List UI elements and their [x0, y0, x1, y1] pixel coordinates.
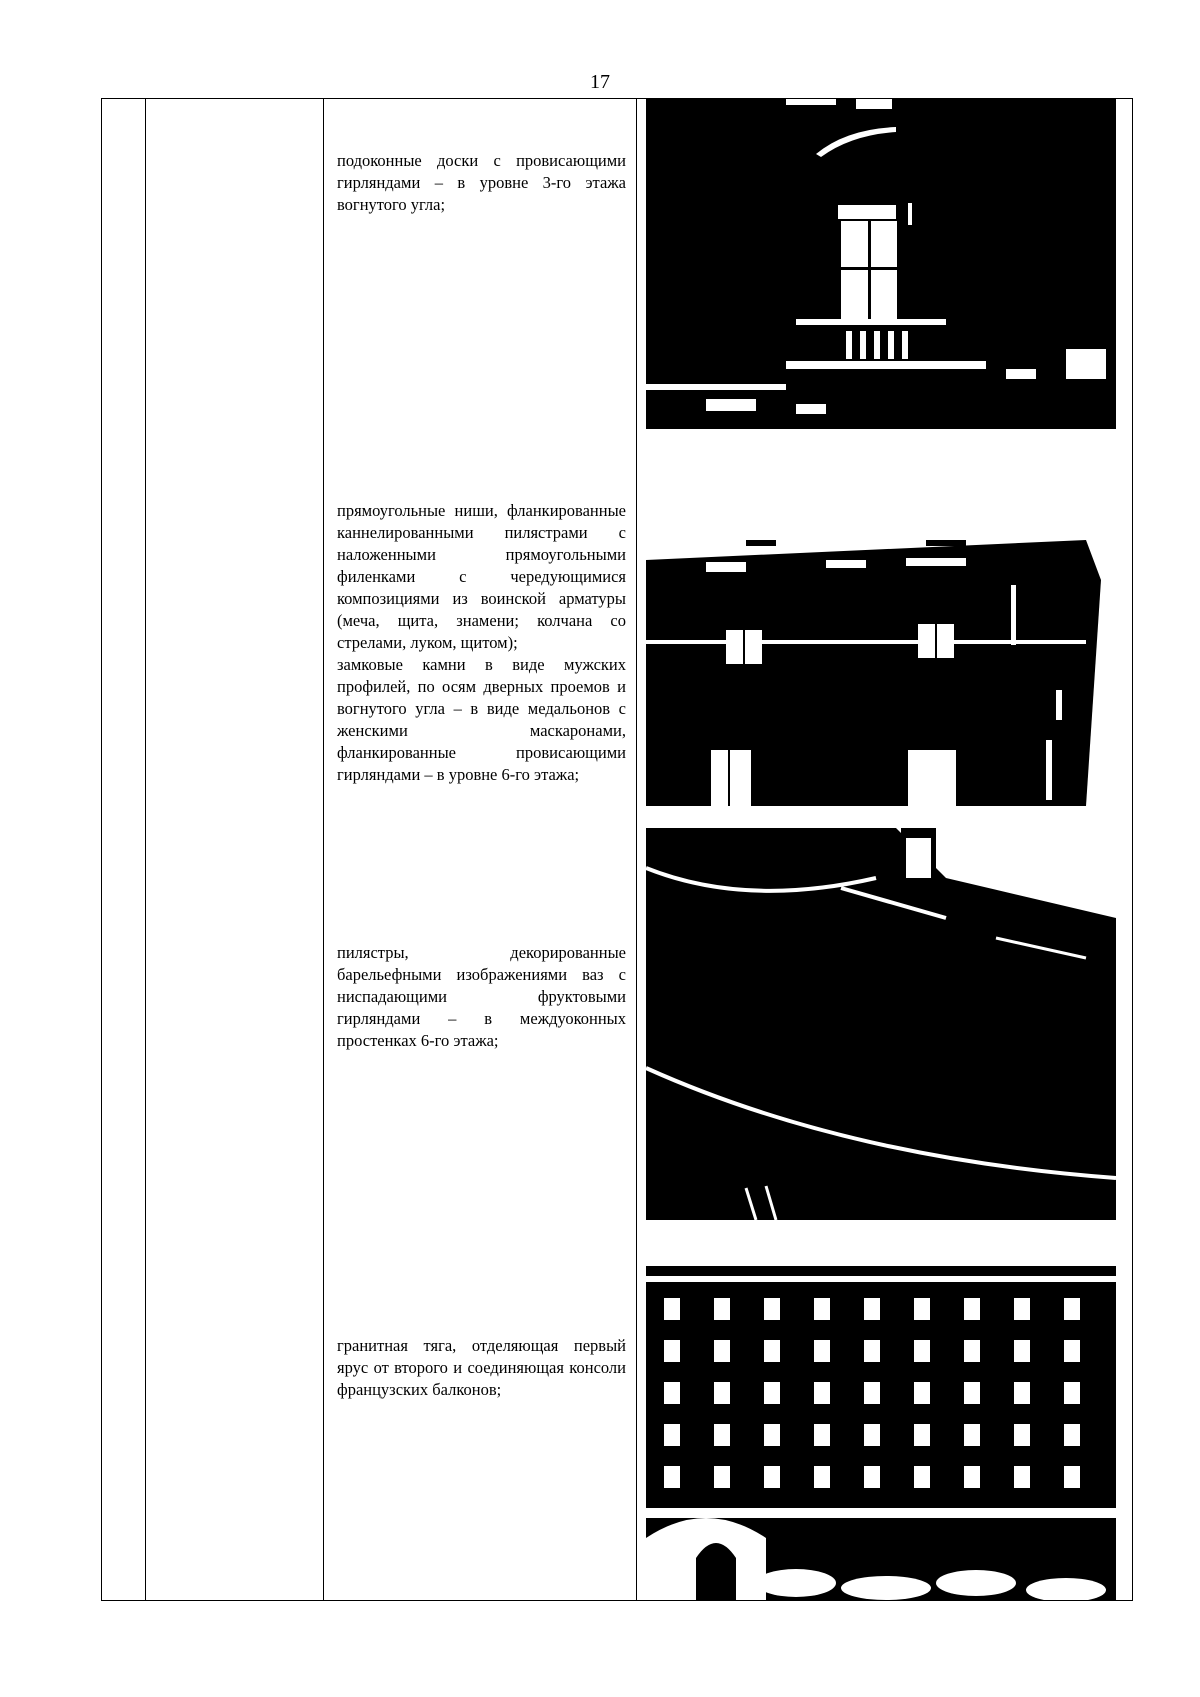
description-niches [337, 500, 626, 786]
description-text: прямоугольные ниши, фланкированные каннелированными пилястрами с наложенными прямоугольными филенками с чередующимися композициями из воинской арматуры (меча, щита, знамени; колчана со стрелами, луком, щитом); [337, 501, 626, 652]
description-text: гранитная тяга, отделяющая первый ярус от второго и соединяющая консоли французских балконов; [337, 1336, 626, 1399]
facade-windows-photo [646, 540, 1116, 806]
description-granite-string [337, 1335, 626, 1401]
cornice-closeup-photo [646, 828, 1116, 1220]
column-divider-3 [636, 98, 637, 1601]
description-windowsills [337, 150, 626, 216]
description-text: подоконные доски с провисающими гирляндами – в уровне 3-го этажа вогнутого угла; [337, 151, 626, 214]
column-divider-1 [145, 98, 146, 1601]
description-pilasters [337, 942, 626, 1052]
balcony-corner-photo [646, 99, 1116, 429]
building-street-photo [646, 1258, 1116, 1600]
description-text: пилястры, декорированные барельефными изображениями ваз с ниспадающими фруктовыми гирляндами – в междуоконных простенках 6-го этажа; [337, 943, 626, 1050]
page-number: 17 [590, 71, 610, 93]
column-divider-2 [323, 98, 324, 1601]
description-text: замковые камни в виде мужских профилей, по осям дверных проемов и вогнутого угла – в виде медальонов с женскими маскаронами, фланкированные провисающими гирляндами – в уровне 6-го этажа; [337, 655, 626, 784]
